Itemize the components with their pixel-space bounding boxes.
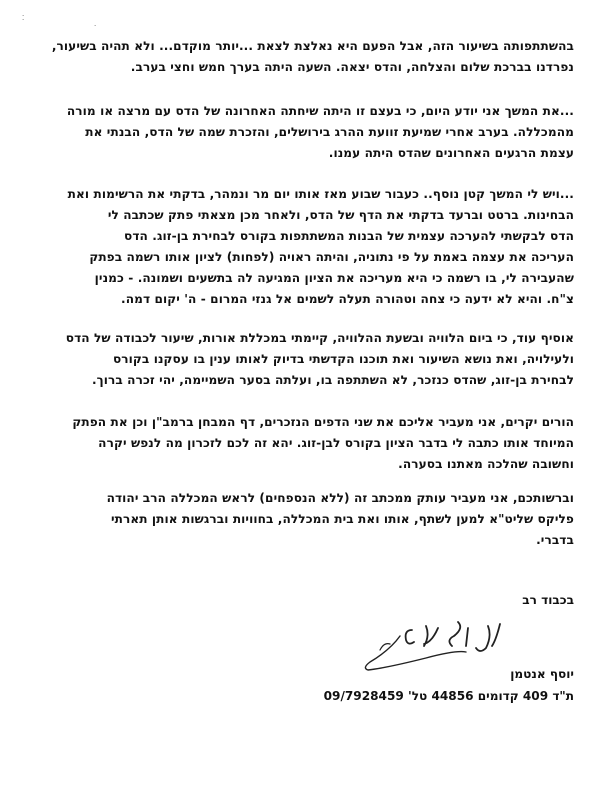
text-line: מהמכללה. בערב אחרי שמיעת זוועת ההרג בירושלים, והזכרת שמה של הדס, הבנתי את xyxy=(85,125,574,139)
text-line: צ"ח. והיא לא ידעה כי צחה וטהורה תעלה לשמים אל גנזי המרום - ה' יקום דמה. xyxy=(121,292,574,306)
paragraph-5 xyxy=(14,412,574,475)
text-line: וברשותכם, אני מעביר עותק ממכתב זה (ללא הנספחים) לראש המכללה הרב יהודה xyxy=(106,491,574,505)
paragraph-3 xyxy=(14,184,574,310)
text-line: המיוחד אותו כתבה לי בדבר הציון בקורס לבן-זוג. יהא זה לכם לזכרון מה לנפש יקרה xyxy=(98,436,574,450)
text-line: הורים יקרים, אני מעביר אליכם את שני הדפים הנזכרים, דף המבחן ברמב"ן וכן את הפתק xyxy=(72,415,574,429)
text-line: עצמת הרגעים האחרונים שהדס היתה עמנו. xyxy=(328,146,574,160)
address-line: ת"ד 409 קדומים 44856 טל' 09/7928459 xyxy=(323,689,574,703)
text-line: ...את המשך אני יודע היום, כי בעצם זו היתה שיחתה האחרונה של הדס עם מרצה או מורה xyxy=(66,104,574,118)
text-line: ולעילויה, ואת נושא השיעור ואת תוכנו הקדשתי בדיוק לאותו ענין בו עסקנו בקורס xyxy=(112,352,574,366)
text-line: בהשתתפותה בשיעור הזה, אבל הפעם היא נאלצת לצאת ...יותר מוקדם... ולא תהיה בשיעור, xyxy=(51,39,574,53)
text-line: ...ויש לי המשך קטן נוסף.. כעבור שבוע מאז אותו יום מר ונמהר, בדקתי את הרשימות ואת xyxy=(67,187,574,201)
text-line: הבחינות. ברטט וברעד בדקתי את הדף של הדס, ולאחר מכן מצאתי פתק שכתבה לי xyxy=(107,208,574,222)
text-line: פליקס שליט"א למען לשתף, אותו ואת בית המכללה, בחוויות וברגשות אותן תארתי xyxy=(110,512,574,526)
signer-name: יוסף אנטמן xyxy=(510,667,574,681)
text-line: העריכה את עצמה באמת על פי נתוניה, והיתה ראויה (לפחות) לציון אותו רשמה בפתק xyxy=(89,250,574,264)
text-line: שהעבירה לי, בו רשמה כי היא מעריכה את הציון המגיעה לה בתשעים ושמונה. - כמנין xyxy=(94,271,574,285)
text-line: וחשובה שהלכה מאתנו בסערה. xyxy=(398,457,574,471)
paragraph-1 xyxy=(14,36,574,78)
paragraph-2 xyxy=(14,101,574,164)
scan-speck: ⁚ xyxy=(22,14,25,22)
text-line: לבחירת בן-זוג, שהדס כנזכר, לא השתתפה בו, ועלתה בסער השמיימה, יהי זכרה ברוך. xyxy=(91,373,574,387)
text-line: אוסיף עוד, כי ביום הלוויה ובשעת ההלוויה, קיימתי במכללת אורות, שיעור לכבודה של הדס xyxy=(65,331,574,345)
scan-speck: · xyxy=(94,22,97,30)
text-line: בדברי. xyxy=(536,533,574,547)
text-line: נפרדנו בברכת שלום והצלחה, והדס יצאה. השעה היתה בערך חמש וחצי בערב. xyxy=(130,60,574,74)
closing: בכבוד רב xyxy=(522,593,574,607)
text-line: הדס לבקשתי להערכה עצמית של הבנות המשתתפות בקורס לבחירת בן-זוג. הדס xyxy=(124,229,574,243)
paragraph-6 xyxy=(14,488,574,551)
paragraph-4 xyxy=(14,328,574,391)
